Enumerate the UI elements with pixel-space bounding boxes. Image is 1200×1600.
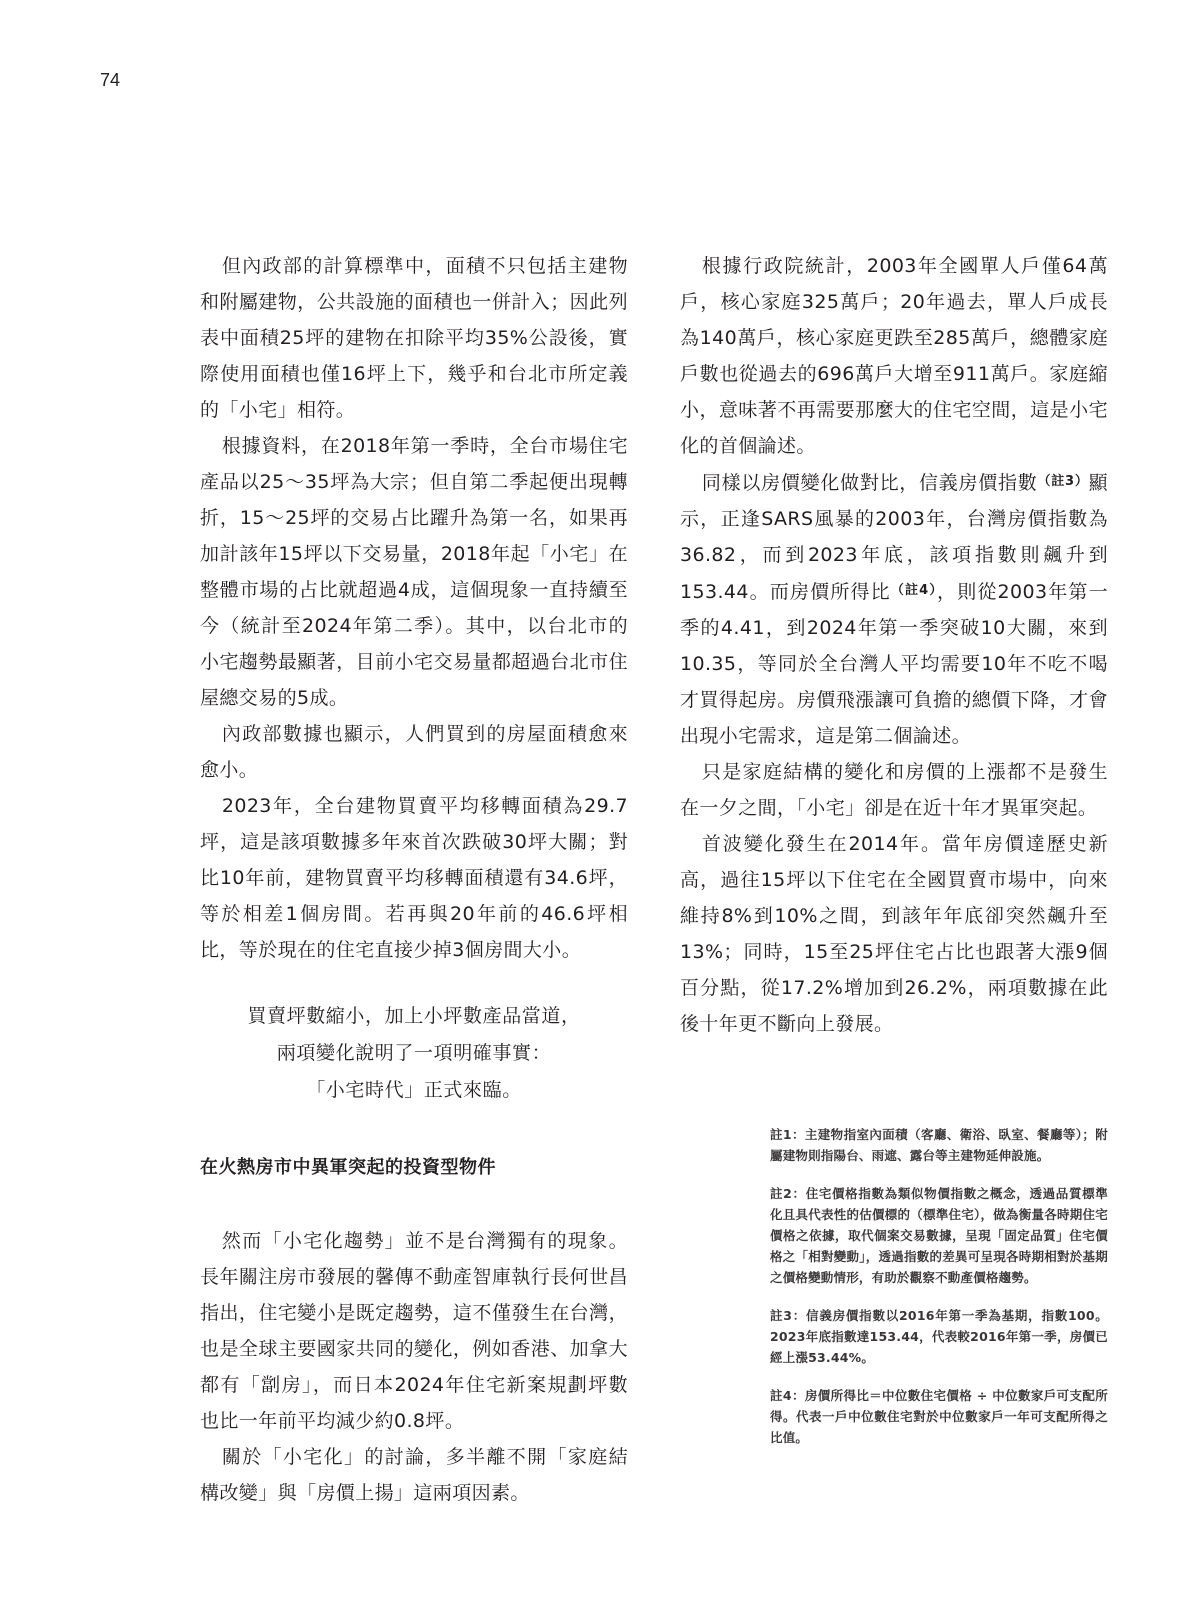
- footnote-4: 註4：房價所得比＝中位數住宅價格 ÷ 中位數家戶可支配所得。代表一戶中位數住宅對於中位數家戶一年可支配所得之比值。: [770, 1388, 1108, 1445]
- note-reference-3: （註3）: [1037, 474, 1089, 489]
- left-paragraph-6: 關於「小宅化」的討論，多半離不開「家庭結構改變」與「房價上揚」這兩項因素。: [200, 1446, 628, 1504]
- right-paragraph-2-middle: 顯示，正逢SARS風暴的2003年，台灣房價指數為36.82，而到2023年底，該項指數則飆升到153.44。而房價所得比: [680, 472, 1108, 603]
- pull-quote-line-1: 買賣坪數縮小，加上小坪數產品當道，: [247, 1005, 581, 1027]
- left-paragraph-2: 根據資料，在2018年第一季時，全台市場住宅產品以25～35坪為大宗；但自第二季起便出現轉折，15～25坪的交易占比躍升為第一名，如果再加計該年15坪以下交易量，2018年起「小宅」在整體市場的占比就超過4成，這個現象一直持續至今（統計至2024年第二季）。其中，以台北市的小宅趨勢最顯著，目前小宅交易量都超過台北市住屋總交易的5成。: [200, 435, 628, 709]
- note-reference-4: （註4）: [890, 583, 938, 598]
- left-paragraph-3: 內政部數據也顯示，人們買到的房屋面積愈來愈小。: [200, 723, 628, 781]
- right-paragraph-2-end: ，則從2003年第一季的4.41，到2024年第一季突破10大關，來到10.35，等同於全台灣人平均需要10年不吃不喝才買得起房。房價飛漲讓可負擔的總價下降，才會出現小宅需求，這是第二個論述。: [680, 581, 1108, 747]
- right-paragraph-2-start: 同樣以房價變化做對比，信義房價指數: [701, 472, 1038, 494]
- footnote-2: 註2：住宅價格指數為類似物價指數之概念，透過品質標準化且具代表性的估價標的（標準住宅），做為衡量各時期住宅價格之依據，取代個案交易數據，呈現「固定品質」住宅價格之「相對變動」，透過指數的差異可呈現各時期相對於基期之價格變動情形，有助於觀察不動產價格趨勢。: [770, 1186, 1108, 1285]
- footnote-3: 註3：信義房價指數以2016年第一季為基期，指數100。2023年底指數達153.44，代表較2016年第一季，房價已經上漲53.44%。: [770, 1308, 1108, 1365]
- right-paragraph-4: 首波變化發生在2014年。當年房價達歷史新高，過往15坪以下住宅在全國買賣市場中，向來維持8%到10%之間，到該年年底卻突然飆升至13%；同時，15至25坪住宅占比也跟著大漲9個百分點，從17.2%增加到26.2%，兩項數據在此後十年更不斷向上發展。: [680, 833, 1108, 1035]
- pull-quote-line-3: 「小宅時代」正式來臨。: [306, 1079, 522, 1101]
- footnotes: [770, 1124, 1108, 1465]
- left-paragraph-5: 然而「小宅化趨勢」並不是台灣獨有的現象。長年關注房市發展的馨傳不動產智庫執行長何世昌指出，住宅變小是既定趨勢，這不僅發生在台灣，也是全球主要國家共同的變化，例如香港、加拿大都有「劏房」，而日本2024年住宅新案規劃坪數也比一年前平均減少約0.8坪。: [200, 1230, 628, 1432]
- left-column: [200, 248, 628, 1511]
- right-paragraph-1: 根據行政院統計，2003年全國單人戶僅64萬戶，核心家庭325萬戶；20年過去，單人戶成長為140萬戶，核心家庭更跌至285萬戶，總體家庭戶數也從過去的696萬戶大增至911萬戶。家庭縮小，意味著不再需要那麼大的住宅空間，這是小宅化的首個論述。: [680, 255, 1108, 457]
- pull-quote-line-2: 兩項變化說明了一項明確事實：: [276, 1042, 552, 1064]
- pull-quote: [200, 998, 628, 1109]
- right-paragraph-2: [680, 464, 1108, 754]
- footnote-1: 註1：主建物指室內面積（客廳、衛浴、臥室、餐廳等）；附屬建物則指陽台、雨遮、露台等主建物延伸設施。: [770, 1127, 1108, 1163]
- right-column: [680, 248, 1108, 1042]
- left-paragraph-4: 2023年，全台建物買賣平均移轉面積為29.7坪，這是該項數據多年來首次跌破30坪大關；對比10年前，建物買賣平均移轉面積還有34.6坪，等於相差1個房間。若再與20年前的46.6坪相比，等於現在的住宅直接少掉3個房間大小。: [200, 795, 628, 961]
- section-heading: 在火熱房市中異軍突起的投資型物件: [200, 1157, 496, 1178]
- left-paragraph-1: 但內政部的計算標準中，面積不只包括主建物和附屬建物，公共設施的面積也一併計入；因此列表中面積25坪的建物在扣除平均35%公設後，實際使用面積也僅16坪上下，幾乎和台北市所定義的「小宅」相符。: [200, 255, 628, 421]
- page-number: 74: [100, 70, 121, 90]
- right-paragraph-3: 只是家庭結構的變化和房價的上漲都不是發生在一夕之間，「小宅」卻是在近十年才異軍突起。: [680, 761, 1108, 819]
